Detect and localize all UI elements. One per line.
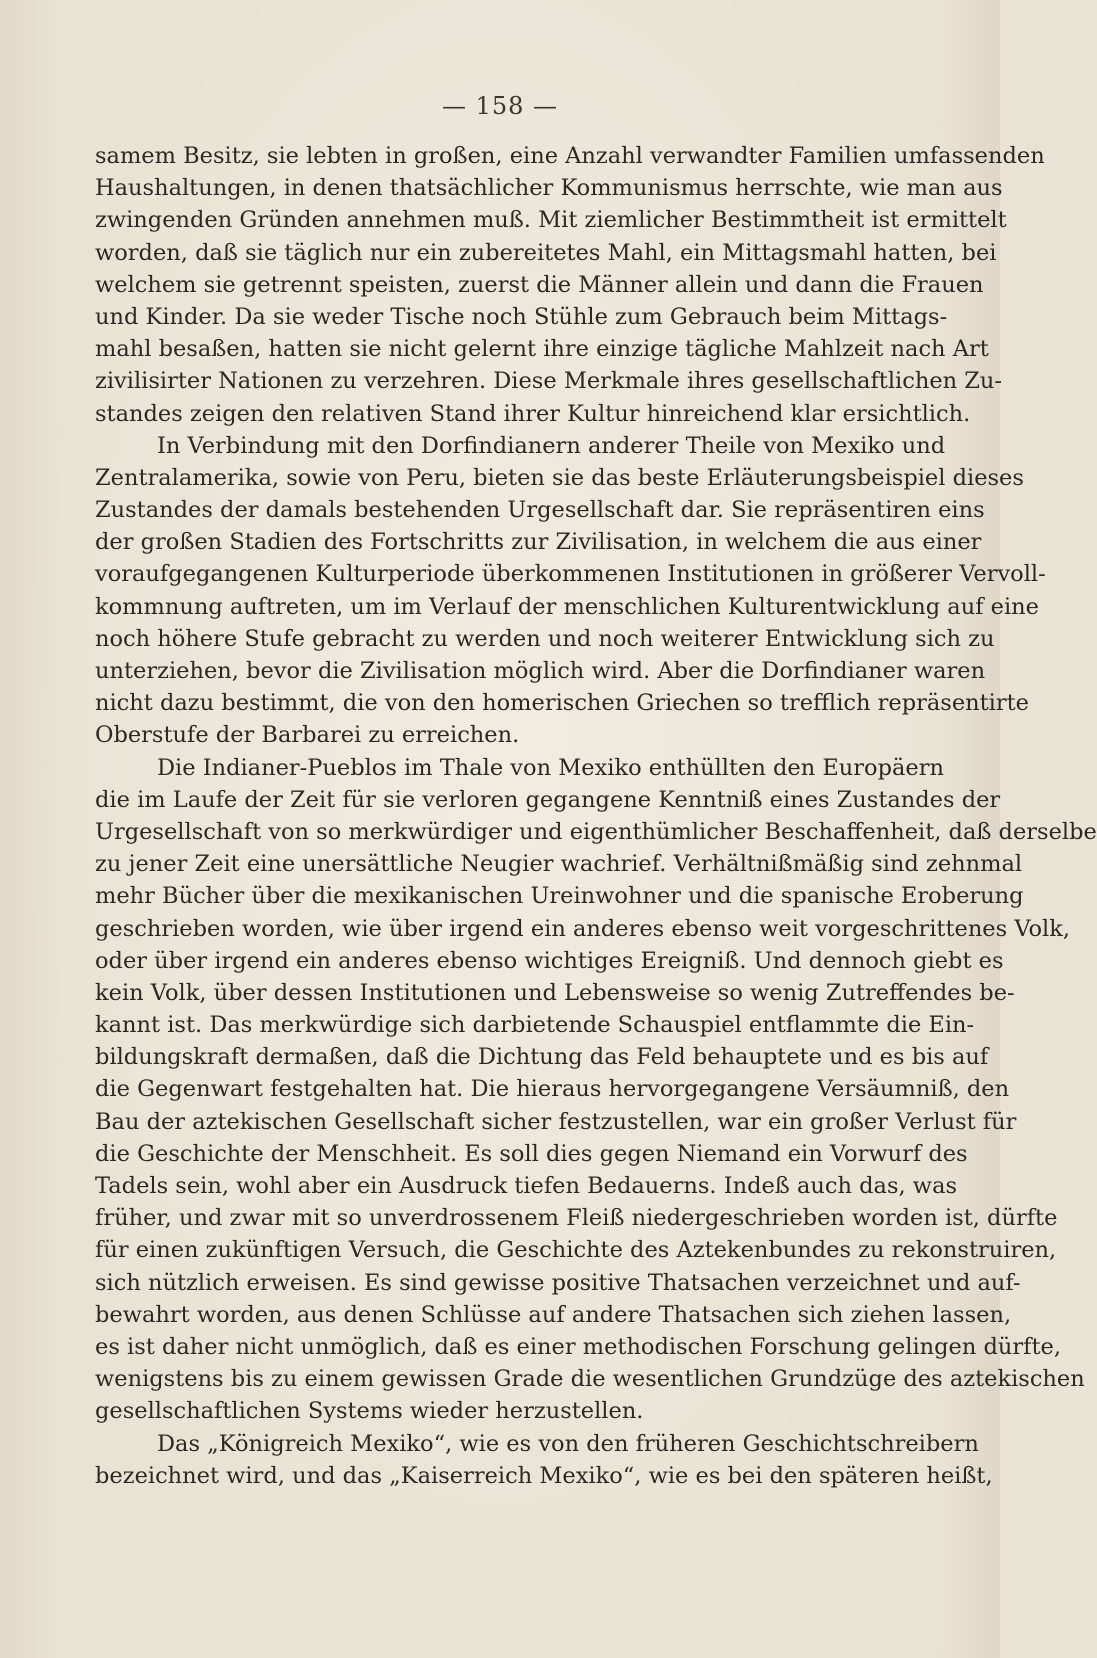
paragraph-dorfindianer [95, 430, 1046, 752]
page-number: — 158 — [441, 92, 559, 120]
text-line: Die Indianer-Pueblos im Thale von Mexiko enthüllten den Europäern [157, 754, 944, 781]
text-line: oder über irgend ein anderes ebenso wichtiges Ereigniß. Und dennoch giebt es [95, 947, 1004, 974]
text-line: Oberstufe der Barbarei zu erreichen. [95, 722, 520, 749]
paragraph-pueblos [95, 752, 1097, 1428]
text-line: kein Volk, über dessen Institutionen und Lebensweise so wenig Zutreffendes be- [95, 979, 1015, 1006]
paragraph-continuation [95, 140, 1045, 430]
text-line: noch höhere Stufe gebracht zu werden und noch weiterer Entwicklung sich zu [95, 625, 995, 652]
text-line: mehr Bücher über die mexikanischen Ureinwohner und die spanische Eroberung [95, 883, 1024, 910]
text-line: Zentralamerika, sowie von Peru, bieten sie das beste Erläuterungsbeispiel dieses [95, 464, 1024, 491]
text-line: für einen zukünftigen Versuch, die Geschichte des Aztekenbundes zu rekonstruiren, [95, 1237, 1057, 1264]
text-line: gesellschaftlichen Systems wieder herzustellen. [95, 1398, 644, 1425]
text-line: zu jener Zeit eine unersättliche Neugier wachrief. Verhältnißmäßig sind zehnmal [95, 851, 1023, 878]
text-line: mahl besaßen, hatten sie nicht gelernt ihre einzige tägliche Mahlzeit nach Art [95, 336, 989, 363]
text-line: geschrieben worden, wie über irgend ein anderes ebenso weit vorgeschrittenes Volk, [95, 915, 1071, 942]
text-line: zivilisirter Nationen zu verzehren. Diese Merkmale ihres gesellschaftlichen Zu- [95, 368, 1002, 395]
text-line: zwingenden Gründen annehmen muß. Mit ziemlicher Bestimmtheit ist ermittelt [95, 207, 1007, 234]
text-line: In Verbindung mit den Dorfindianern anderer Theile von Mexiko und [157, 432, 946, 459]
paragraph-koenigreich [95, 1428, 993, 1492]
text-line: Zustandes der damals bestehenden Urgesellschaft dar. Sie repräsentiren eins [95, 497, 985, 524]
text-line: Bau der aztekischen Gesellschaft sicher festzustellen, war ein großer Verlust für [95, 1108, 1017, 1135]
text-line: kommnung auftreten, um im Verlauf der menschlichen Kulturentwicklung auf eine [95, 593, 1039, 620]
text-line: kannt ist. Das merkwürdige sich darbietende Schauspiel entflammte die Ein- [95, 1012, 975, 1039]
text-line: worden, daß sie täglich nur ein zubereitetes Mahl, ein Mittagsmahl hatten, bei [95, 239, 997, 266]
text-line: sich nützlich erweisen. Es sind gewisse positive Thatsachen verzeichnet und auf- [95, 1269, 1021, 1296]
body-text [95, 140, 1097, 1492]
text-line: die im Laufe der Zeit für sie verloren gegangene Kenntniß eines Zustandes der [95, 786, 1001, 813]
text-line: Urgesellschaft von so merkwürdiger und eigenthümlicher Beschaffenheit, daß derselbe [95, 818, 1097, 845]
text-line: samem Besitz, sie lebten in großen, eine Anzahl verwandter Familien umfassenden [95, 143, 1045, 169]
text-line: es ist daher nicht unmöglich, daß es einer methodischen Forschung gelingen dürfte, [95, 1333, 1061, 1360]
text-line: bildungskraft dermaßen, daß die Dichtung das Feld behauptete und es bis auf [95, 1044, 989, 1071]
text-line: Das „Königreich Mexiko“, wie es von den früheren Geschichtschreibern [157, 1430, 979, 1457]
text-line: die Gegenwart festgehalten hat. Die hieraus hervorgegangene Versäumniß, den [95, 1076, 1010, 1103]
text-line: und Kinder. Da sie weder Tische noch Stühle zum Gebrauch beim Mittags- [95, 303, 948, 330]
text-line: unterziehen, bevor die Zivilisation möglich wird. Aber die Dorfindianer waren [95, 658, 986, 684]
text-line: nicht dazu bestimmt, die von den homerischen Griechen so trefflich repräsentirte [95, 690, 1029, 717]
text-line: der großen Stadien des Fortschritts zur Zivilisation, in welchem die aus einer [95, 529, 982, 556]
text-line: wenigstens bis zu einem gewissen Grade die wesentlichen Grundzüge des aztekischen [95, 1366, 1085, 1393]
text-line: bewahrt worden, aus denen Schlüsse auf andere Thatsachen sich ziehen lassen, [95, 1301, 1012, 1328]
text-line: bezeichnet wird, und das „Kaiserreich Mexiko“, wie es bei den späteren heißt, [95, 1462, 993, 1489]
text-line: Tadels sein, wohl aber ein Ausdruck tiefen Bedauerns. Indeß auch das, was [95, 1173, 958, 1199]
text-line: früher, und zwar mit so unverdrossenem Fleiß niedergeschrieben worden ist, dürfte [95, 1205, 1058, 1232]
text-line: die Geschichte der Menschheit. Es soll dies gegen Niemand ein Vorwurf des [95, 1140, 968, 1167]
text-line: voraufgegangenen Kulturperiode überkommenen Institutionen in größerer Vervoll- [95, 561, 1046, 588]
text-line: welchem sie getrennt speisten, zuerst die Männer allein und dann die Frauen [95, 271, 984, 298]
text-line: standes zeigen den relativen Stand ihrer Kultur hinreichend klar ersichtlich. [95, 400, 971, 427]
text-line: Haushaltungen, in denen thatsächlicher Kommunismus herrschte, wie man aus [95, 175, 1003, 202]
